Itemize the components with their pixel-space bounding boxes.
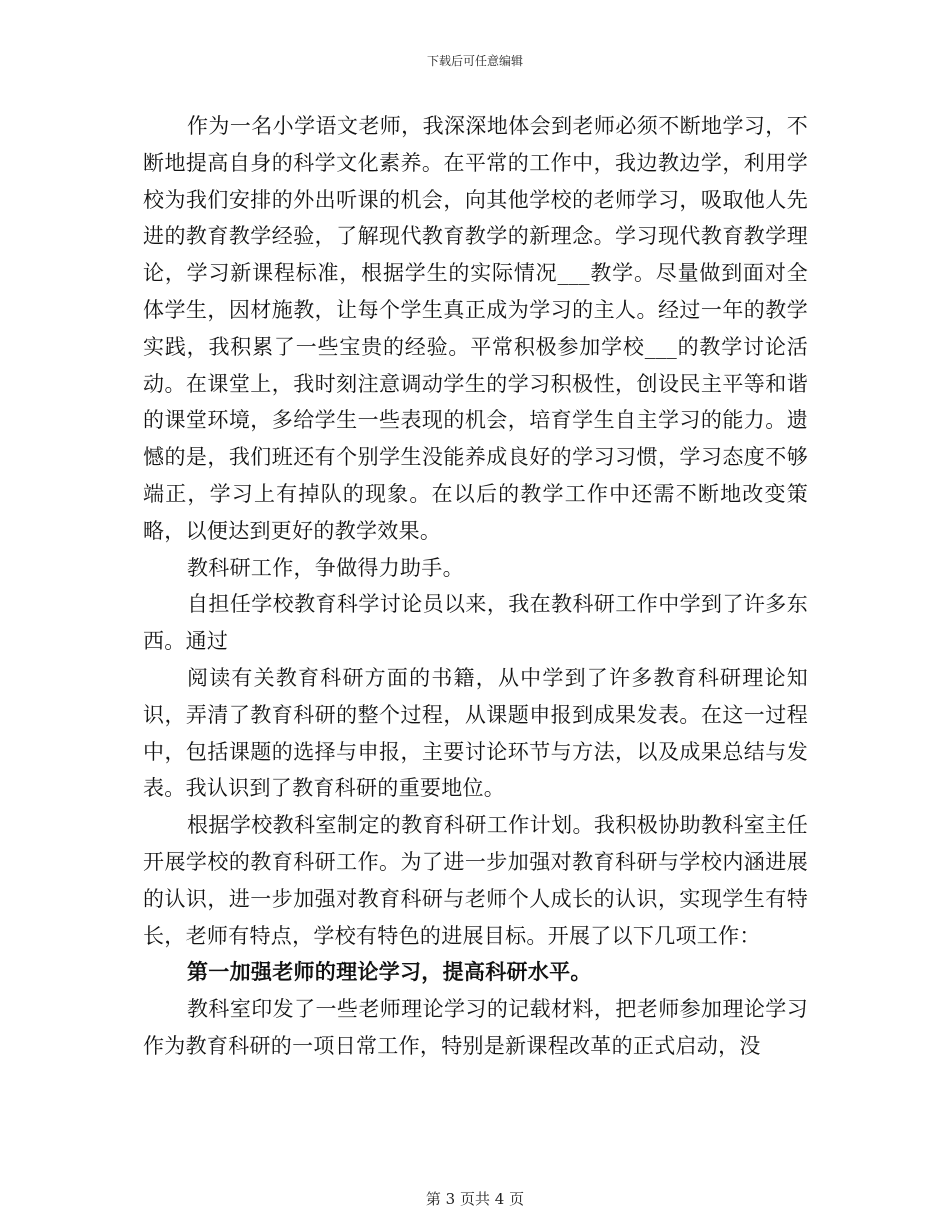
paragraph-reading-research: 阅读有关教育科研方面的书籍，从中学到了许多教育科研理论知识，弄清了教育科研的整个过程，从课题申报到成果发表。在这一过程中，包括课题的选择与申报，主要讨论环节与方法，以及成果总结与发表。我认识到了教育科研的重要地位。	[143, 665, 808, 801]
paragraph-theory-materials: 教科室印发了一些老师理论学习的记载材料，把老师参加理论学习作为教育科研的一项日常工作，特别是新课程改革的正式启动，没	[143, 997, 808, 1058]
section-heading-theory-study: 第一加强老师的理论学习，提高科研水平。	[187, 959, 592, 985]
paragraph-teaching-reflection: 作为一名小学语文老师，我深深地体会到老师必须不断地学习，不断地提高自身的科学文化素养。在平常的工作中，我边教边学，利用学校为我们安排的外出听课的机会，向其他学校的老师学习，吸取他人先进的教育教学经验，了解现代教育教学的新理念。学习现代教育教学理论，学习新课程标准，根据学生的实际情况___教学。尽量做到面对全体学生，因材施教，让每个学生真正成为学习的主人。经过一年的教学实践，我积累了一些宝贵的经验。平常积极参加学校___的教学讨论活动。在课堂上，我时刻注意调动学生的学习积极性，创设民主平等和谐的课堂环境，多给学生一些表现的机会，培育学生自主学习的能力。遗憾的是，我们班还有个别学生没能养成良好的学习习惯，学习态度不够端正，学习上有掉队的现象。在以后的教学工作中还需不断地改变策略，以便达到更好的教学效果。	[143, 114, 808, 543]
paragraph-research-plan: 根据学校教科室制定的教育科研工作计划。我积极协助教科室主任开展学校的教育科研工作。为了进一步加强对教育科研与学校内涵进展的认识，进一步加强对教育科研与老师个人成长的认识，实现学生有特长，老师有特点，学校有特色的进展目标。开展了以下几项工作：	[143, 813, 808, 948]
paragraph-research-intro: 自担任学校教育科学讨论员以来，我在教科研工作中学到了许多东西。通过	[143, 592, 808, 654]
paragraph-research-subtitle: 教科研工作，争做得力助手。	[187, 555, 464, 580]
page-footer: 第 3 页共 4 页	[425, 1190, 525, 1208]
document-body	[143, 108, 808, 1065]
page-header: 下载后可任意编辑	[426, 54, 523, 68]
